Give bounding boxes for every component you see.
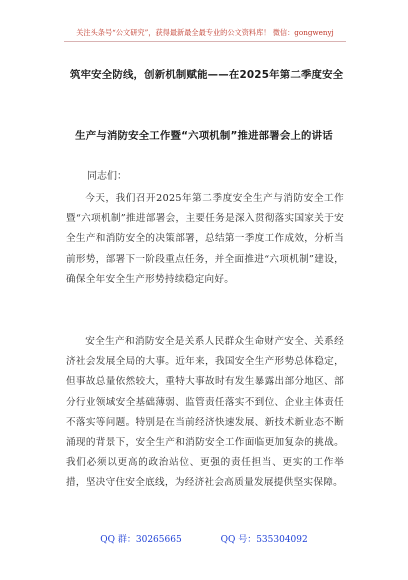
paragraph-2: 安全生产和消防安全是关系人民群众生命财产安全、关系经济社会发展全局的大事。近年来，我国安全生产形势总体稳定，但事故总量依然较大，重特大事故时有发生暴露出部分地区、部分行业领域安全基础薄弱、监管责任落实不到位、企业主体责任不落实等问题。特别是在当前经济快速发展、新技术新业态不断涌现的背景下，安全生产和消防安全工作面临更加复杂的挑战。我们必须以更高的政治站位、更强的责任担当、更实的工作举措，坚决守住安全底线，为经济社会高质量发展提供坚实保障。 [66,336,344,489]
paragraph-1: 今天，我们召开2025年第二季度安全生产与消防安全工作暨“六项机制”推进部署会，主要任务是深入贯彻落实国家关于安全生产和消防安全的决策部署，总结第一季度工作成效，分析当前形势，部署下一阶段重点任务，并全面推进“六项机制”建设，确保全年安全生产形势持续稳定向好。 [66,193,344,285]
footer-qq-number: QQ 号：535304092 [220,535,308,545]
document-title-line-2: 生产与消防安全工作暨“六项机制”推进部署会上的讲话 [75,130,333,142]
footer-contact [0,532,408,545]
footer-qq-group: QQ 群：30265665 [100,535,182,545]
document-title-line-1: 筑牢安全防线，创新机制赋能——在2025年第二季度安全 [70,69,344,81]
header-banner: 关注头条号“公文研究”，获得最新最全最专业的公文资料库！ 微信：gongwenyj [64,28,346,42]
salutation: 同志们： [87,171,127,182]
